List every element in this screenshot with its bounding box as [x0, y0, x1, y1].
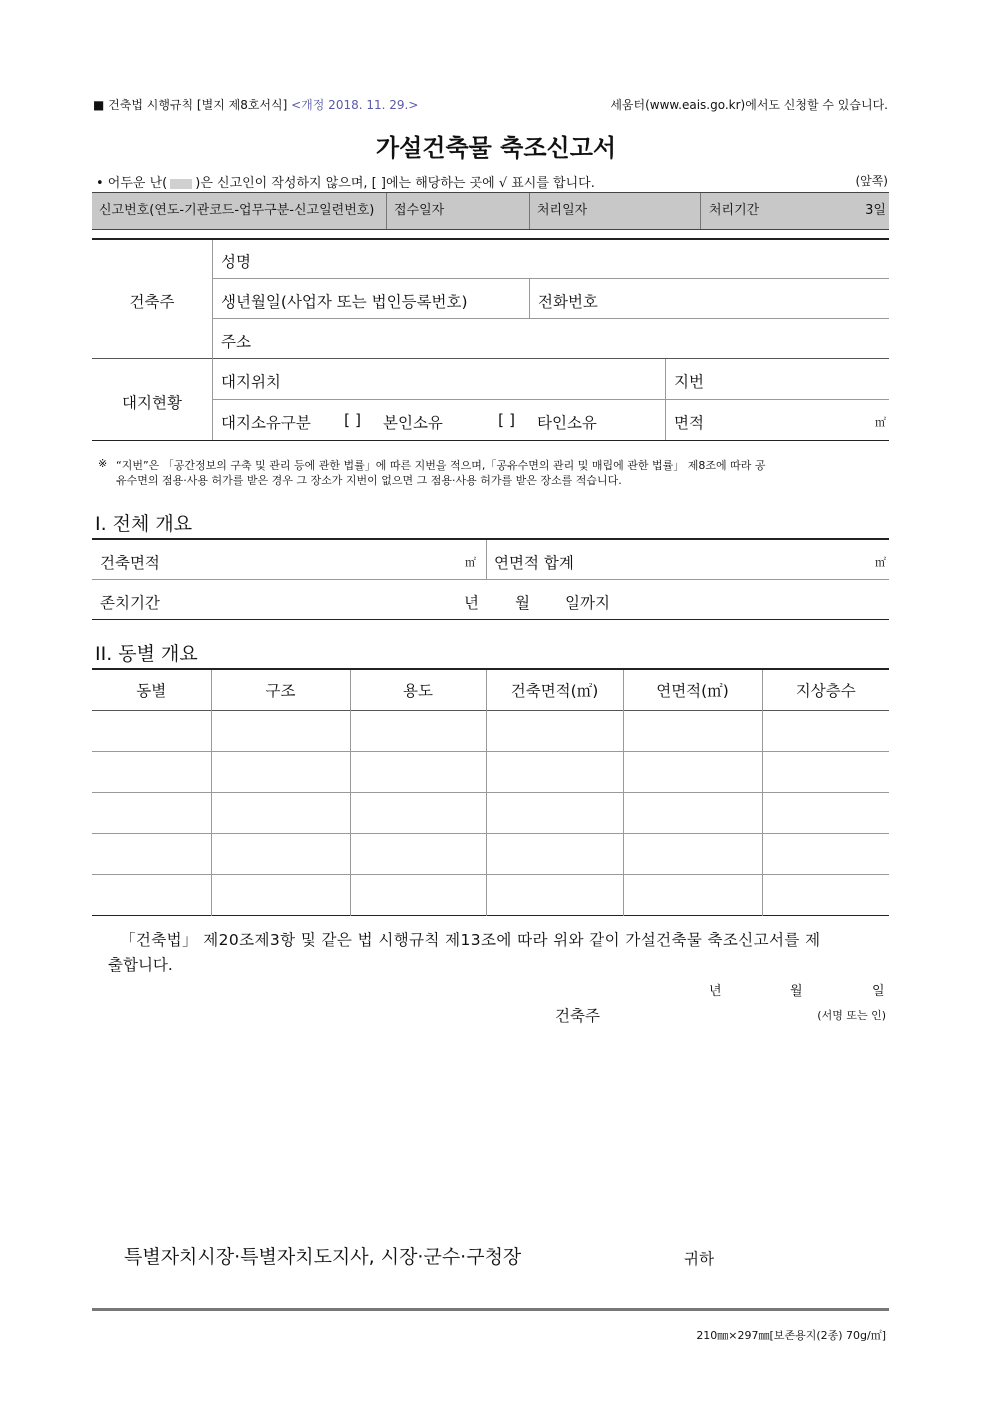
cell-floor-area[interactable] [623, 874, 762, 915]
total-floor-area-unit: ㎡ [875, 556, 886, 569]
own-other-label: 타인소유 [537, 414, 597, 432]
honorific: 귀하 [684, 1250, 714, 1268]
col-building: 동별 [92, 669, 211, 710]
cell-use[interactable] [350, 710, 486, 751]
shaded-box-sample [170, 179, 192, 189]
sign-hint[interactable]: (서명 또는 인) [817, 1009, 886, 1022]
table-row [92, 792, 889, 833]
cell-building[interactable] [92, 710, 211, 751]
site-section-label: 대지현황 [122, 394, 182, 412]
cell-floor-area[interactable] [623, 792, 762, 833]
cell-use[interactable] [350, 874, 486, 915]
cell-structure[interactable] [211, 710, 350, 751]
site-ownership-label: 대지소유구분 [221, 414, 311, 432]
table-row [92, 833, 889, 874]
cell-building-area[interactable] [486, 751, 623, 792]
cell-floor-area[interactable] [623, 710, 762, 751]
law-reference [93, 96, 418, 113]
duration-year: 년 [464, 594, 479, 612]
front-page-label: (앞쪽) [855, 174, 888, 188]
cell-building-area[interactable] [486, 874, 623, 915]
signer-label: 건축주 [555, 1007, 600, 1025]
paper-spec: 210㎜×297㎜[보존용지(2종) 70g/㎡] [696, 1329, 886, 1342]
cell-floor-area[interactable] [623, 833, 762, 874]
col-floors: 지상층수 [795, 681, 856, 700]
amendment-date: <개정 2018. 11. 29.> [291, 98, 419, 112]
date-day: 일 [872, 984, 885, 999]
site-area-field[interactable]: 면적 [674, 414, 704, 432]
cell-floors[interactable] [762, 833, 889, 874]
cell-structure[interactable] [211, 874, 350, 915]
instruction [96, 172, 595, 191]
own-self-label: 본인소유 [383, 414, 443, 432]
date-year: 년 [709, 984, 722, 999]
note-line-2: 유수면의 점용·사용 허가를 받은 경우 그 장소가 지번이 없으면 그 점용·사용 허가를 받은 장소를 적습니다. [116, 474, 622, 487]
site-area-unit: ㎡ [875, 416, 886, 429]
site-lot-field[interactable]: 지번 [674, 373, 704, 391]
table-row [92, 710, 889, 751]
cell-use[interactable] [350, 751, 486, 792]
addressee: 특별자치시장·특별자치도지사, 시장·군수·구청장 [124, 1246, 522, 1268]
site-location-field[interactable]: 대지위치 [221, 373, 281, 391]
note-line-1: “지번”은 「공간정보의 구축 및 관리 등에 관한 법률」에 따른 지번을 적으며,「공유수면의 관리 및 매립에 관한 법률」 제8조에 따라 공 [116, 459, 766, 472]
instruction-part-a: • 어두운 난( [96, 176, 168, 191]
own-other-checkbox[interactable]: [ ] [498, 411, 516, 429]
cell-building-area[interactable] [486, 833, 623, 874]
cell-building[interactable] [92, 751, 211, 792]
cell-building[interactable] [92, 874, 211, 915]
online-notice: 세움터(www.eais.go.kr)에서도 신청할 수 있습니다. [610, 98, 888, 112]
cell-floors[interactable] [762, 751, 889, 792]
cell-floor-area[interactable] [623, 751, 762, 792]
buildings-table [92, 668, 889, 916]
cell-building-area[interactable] [486, 710, 623, 751]
buildings-body [92, 710, 889, 915]
buildings-heading: II. 동별 개요 [95, 643, 198, 665]
owner-address-field[interactable]: 주소 [221, 333, 251, 351]
duration-month: 월 [515, 594, 530, 612]
building-area-unit: ㎡ [465, 556, 476, 569]
col-building-area: 건축면적(㎡) [486, 669, 623, 710]
cell-use[interactable] [350, 792, 486, 833]
cell-floors[interactable] [762, 874, 889, 915]
cell-floors[interactable] [762, 710, 889, 751]
total-floor-area-field[interactable]: 연면적 합계 [494, 554, 574, 572]
law-reference-text: ■ 건축법 시행규칙 [별지 제8호서식] [93, 98, 288, 112]
received-date-label: 접수일자 [394, 203, 445, 218]
instruction-part-b: )은 신고인이 작성하지 않으며, [ ]에는 해당하는 곳에 √ 표시를 합니다. [195, 176, 595, 191]
duration-field[interactable]: 존치기간 [100, 594, 160, 612]
col-use: 용도 [350, 669, 486, 710]
own-self-checkbox[interactable]: [ ] [344, 411, 362, 429]
cell-structure[interactable] [211, 751, 350, 792]
buildings-header-row [92, 669, 889, 710]
date-month: 월 [790, 984, 803, 999]
processing-period-value: 3일 [865, 203, 886, 218]
form-title: 가설건축물 축조신고서 [375, 134, 617, 162]
cell-floors[interactable] [762, 792, 889, 833]
col-structure: 구조 [211, 669, 350, 710]
duration-until: 일까지 [565, 594, 610, 612]
cell-use[interactable] [350, 833, 486, 874]
declaration-line-2: 출합니다. [108, 956, 173, 974]
cell-building[interactable] [92, 833, 211, 874]
owner-phone-field[interactable]: 전화번호 [538, 293, 598, 311]
overview-heading: I. 전체 개요 [95, 513, 193, 535]
declaration-line-1: 「건축법」 제20조제3항 및 같은 법 시행규칙 제13조에 따라 위와 같이 가설건축물 축조신고서를 제 [120, 931, 821, 949]
cell-structure[interactable] [211, 833, 350, 874]
building-area-field[interactable]: 건축면적 [100, 554, 160, 572]
col-floor-area: 연면적(㎡) [623, 669, 762, 710]
cell-building[interactable] [92, 792, 211, 833]
table-row [92, 751, 889, 792]
owner-birth-field[interactable]: 생년월일(사업자 또는 법인등록번호) [221, 293, 468, 311]
cell-structure[interactable] [211, 792, 350, 833]
processed-date-label: 처리일자 [537, 203, 588, 218]
note-mark: ※ [98, 457, 108, 470]
owner-section-label: 건축주 [129, 293, 175, 311]
report-number-label: 신고번호(연도-기관코드-업무구분-신고일련번호) [99, 203, 375, 218]
cell-building-area[interactable] [486, 792, 623, 833]
owner-name-field[interactable]: 성명 [221, 253, 251, 271]
processing-period-label: 처리기간 [709, 203, 760, 218]
table-row [92, 874, 889, 915]
